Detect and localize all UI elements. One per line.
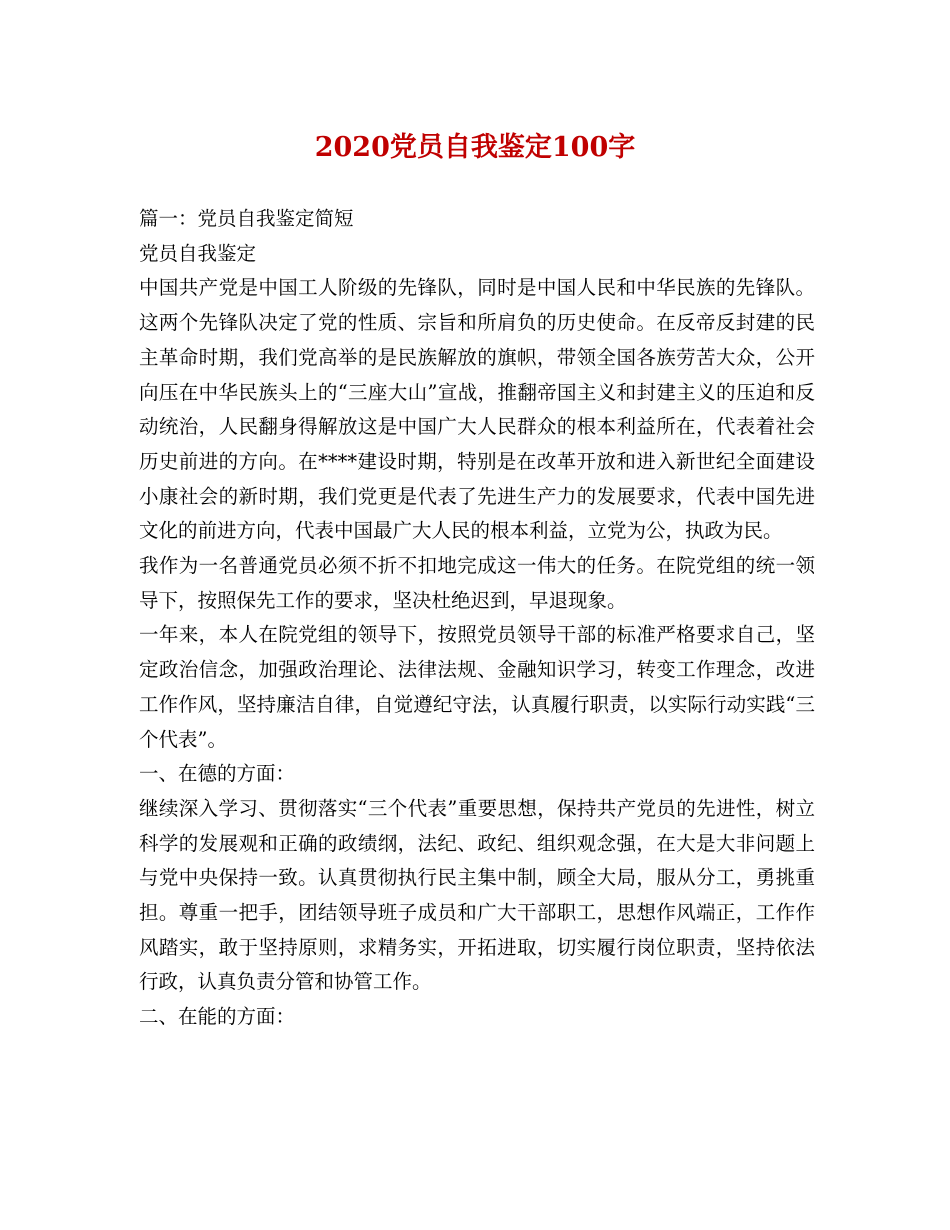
- document-body: [139, 202, 815, 1035]
- document-title: 2020党员自我鉴定100字: [314, 132, 636, 163]
- section-heading: 二、在能的方面：: [139, 1005, 296, 1029]
- section-heading: 篇一：党员自我鉴定简短: [139, 207, 354, 230]
- paragraph: 中国共产党是中国工人阶级的先锋队，同时是中国人民和中华民族的先锋队。这两个先锋队决定了党的性质、宗旨和所肩负的历史使命。在反帝反封建的民主革命时期，我们党高举的是民族解放的旗帜，带领全国各族劳苦大众，公开向压在中华民族头上的“三座大山”宣战，推翻帝国主义和封建主义的压迫和反动统治，人民翻身得解放这是中国广大人民群众的根本利益所在，代表着社会历史前进的方向。在****建设时期，特别是在改革开放和进入新世纪全面建设小康社会的新时期，我们党更是代表了先进生产力的发展要求，代表中国先进文化的前进方向，代表中国最广大人民的根本利益，立党为公，执政为民。: [139, 276, 815, 543]
- paragraph: 一年来，本人在院党组的领导下，按照党员领导干部的标准严格要求自己，坚定政治信念，加强政治理论、法律法规、金融知识学习，转变工作理念，改进工作作风，坚持廉洁自律，自觉遵纪守法，认真履行职责，以实际行动实践“三个代表”。: [139, 623, 815, 751]
- paragraph: 我作为一名普通党员必须不折不扣地完成这一伟大的任务。在院党组的统一领导下，按照保先工作的要求，坚决杜绝迟到，早退现象。: [139, 554, 815, 612]
- subheading: 党员自我鉴定: [139, 241, 257, 265]
- paragraph: 继续深入学习、贯彻落实“三个代表”重要思想，保持共产党员的先进性，树立科学的发展观和正确的政绩纲，法纪、政纪、组织观念强，在大是大非问题上与党中央保持一致。认真贯彻执行民主集中制，顾全大局，服从分工，勇挑重担。尊重一把手，团结领导班子成员和广大干部职工，思想作风端正，工作作风踏实，敢于坚持原则，求精务实，开拓进取，切实履行岗位职责，坚持依法行政，认真负责分管和协管工作。: [139, 796, 815, 994]
- section-heading: 一、在德的方面：: [139, 762, 296, 786]
